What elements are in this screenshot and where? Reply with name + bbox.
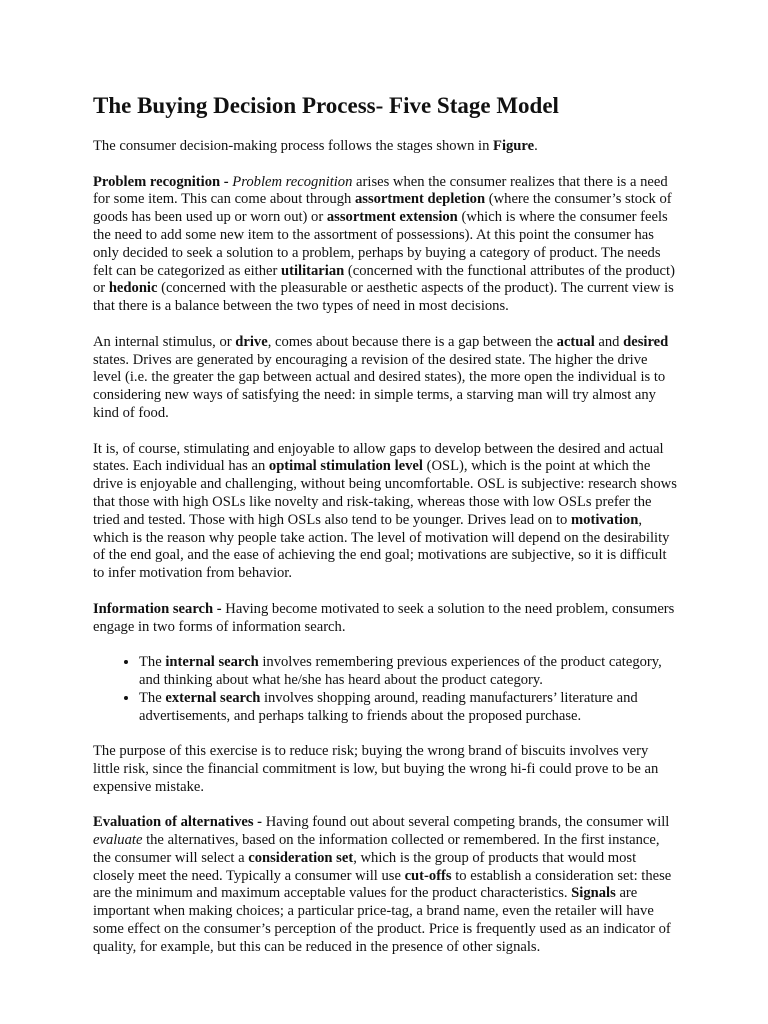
section-heading-evaluation: Evaluation of alternatives - — [93, 814, 266, 831]
body-text: (which is where the consumer feels the need to add some new item to the assortment of possessions). At this point the consumer has only decided to seek a solution to a problem, perhaps by buying a category of product. The needs felt can be categorized as either — [93, 209, 668, 279]
term-external-search: external search — [165, 689, 261, 706]
term-hedonic: hedonic — [108, 280, 158, 297]
body-text: , comes about because there is a gap between the — [267, 333, 557, 350]
term-desired: desired — [623, 333, 669, 350]
section-heading-information-search: Information search - — [93, 600, 226, 617]
body-text: to establish a consideration set: these are the minimum and maximum acceptable values for the product characteristics. — [93, 867, 672, 902]
body-text: An internal stimulus, or — [93, 333, 236, 350]
term-internal-search: internal search — [165, 654, 259, 671]
information-search-paragraph — [93, 601, 678, 637]
intro-text-end: . — [534, 138, 538, 154]
emphasis-evaluate: evaluate — [93, 832, 143, 849]
body-text: (concerned with the pleasurable or aesthetic aspects of the product). The current view is that there is a balance between the two types of need in most decisions. — [93, 280, 674, 315]
page-title: The Buying Decision Process- Five Stage Model — [93, 93, 559, 118]
body-text: (concerned with the functional attributes of the product) or — [93, 262, 675, 297]
body-text: are important when making choices; a particular price-tag, a brand name, even the retailer will have some effect on the consumer’s perception of the product. Price is frequently used as an indicator of quality, for example, but this can be reduced in the presence of other signals. — [93, 885, 671, 955]
figure-reference: Figure — [493, 138, 535, 154]
osl-paragraph — [93, 441, 678, 583]
term-cut-offs: cut-offs — [404, 867, 452, 884]
term-drive: drive — [235, 333, 268, 350]
term-motivation: motivation — [571, 511, 639, 528]
intro-text: The consumer decision-making process follows the stages shown in — [93, 138, 494, 154]
body-text: , which is the group of products that would most closely meet the need. Typically a consumer will use — [93, 849, 637, 884]
search-types-list — [93, 654, 678, 725]
term-utilitarian: utilitarian — [281, 262, 345, 279]
list-item-text: involves remembering previous experiences of the product category, and thinking about what he/she has heard about the product category. — [139, 654, 662, 688]
intro-paragraph — [93, 138, 678, 156]
list-item-text: The — [139, 689, 166, 706]
evaluation-paragraph — [93, 814, 678, 956]
list-item — [139, 654, 678, 690]
body-text: and — [594, 333, 624, 350]
body-text: Having found out about several competing brands, the consumer will — [265, 814, 670, 831]
term-actual: actual — [556, 333, 595, 350]
term-consideration-set: consideration set — [248, 849, 354, 866]
term-signals: Signals — [571, 885, 616, 902]
body-text: arises when the consumer realizes that there is a need for some item. This can come about through — [93, 173, 668, 208]
body-text: states. Drives are generated by encouraging a revision of the desired state. The higher the drive level (i.e. the greater the gap between actual and desired states), the more open the individual is to considering new ways of satisfying the need: in simple terms, a starving man will try almost any kind of food. — [93, 351, 666, 421]
body-text: It is, of course, stimulating and enjoyable to allow gaps to develop between the desired and actual states. Each individual has an — [93, 440, 664, 475]
body-text: Having become motivated to seek a solution to the need problem, consumers engage in two forms of information search. — [93, 600, 675, 635]
drive-paragraph — [93, 334, 678, 423]
risk-paragraph: The purpose of this exercise is to reduce risk; buying the wrong brand of biscuits involves very little risk, since the financial commitment is low, but buying the wrong hi-fi could prove to be an expensive mistake. — [93, 743, 659, 795]
body-text: (where the consumer’s stock of goods has been used up or worn out) or — [93, 191, 672, 226]
body-text: , which is the reason why people take action. The level of motivation will depend on the desirability of the end goal, and the ease of achieving the end goal; motivations are subjective, so it is difficult to infer motivation from behavior. — [93, 511, 670, 582]
term-optimal-stimulation-level: optimal stimulation level — [268, 458, 423, 475]
emphasis-text: Problem recognition — [232, 173, 353, 190]
body-text: the alternatives, based on the information collected or remembered. In the first instance, the consumer will select a — [93, 832, 660, 866]
section-heading-problem-recognition: Problem recognition - — [93, 173, 233, 190]
list-item-text: involves shopping around, reading manufacturers’ literature and advertisements, and perhaps talking to friends about the proposed purchase. — [139, 689, 638, 724]
term-assortment-depletion: assortment depletion — [354, 191, 486, 208]
list-item — [139, 690, 678, 726]
list-item-text: The — [139, 654, 166, 671]
term-assortment-extension: assortment extension — [326, 209, 458, 226]
body-text: (OSL), which is the point at which the drive is enjoyable and challenging, without being uncomfortable. OSL is subjective: research shows that those with high OSLs like novelty and risk-taking, whereas those with low OSLs prefer the tried and tested. Those with high OSLs also tend to be younger. Drives lead on to — [93, 458, 677, 528]
problem-recognition-paragraph — [93, 174, 678, 316]
